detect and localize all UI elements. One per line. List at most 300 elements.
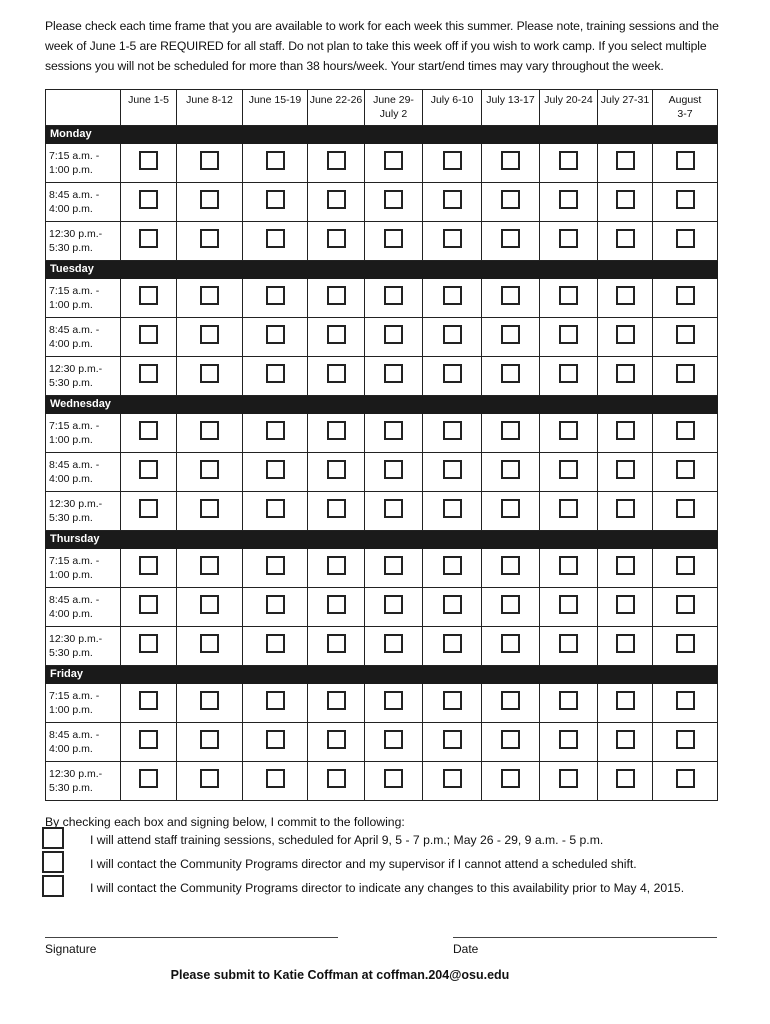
table-row xyxy=(46,414,718,453)
availability-checkbox-thursday-slot3-week5[interactable] xyxy=(384,634,403,653)
availability-checkbox-wednesday-slot2-week10[interactable] xyxy=(676,460,695,479)
availability-cell xyxy=(653,627,718,666)
availability-checkbox-monday-slot3-week6[interactable] xyxy=(443,229,462,248)
availability-checkbox-thursday-slot2-week2[interactable] xyxy=(200,595,219,614)
commitment-checkbox-2[interactable] xyxy=(42,851,64,873)
availability-checkbox-friday-slot3-week5[interactable] xyxy=(384,769,403,788)
availability-checkbox-friday-slot1-week6[interactable] xyxy=(443,691,462,710)
availability-cell xyxy=(121,453,177,492)
availability-cell xyxy=(365,453,423,492)
availability-cell xyxy=(423,144,482,183)
availability-cell xyxy=(598,144,653,183)
time-slot-label: 12:30 p.m.- 5:30 p.m. xyxy=(46,222,121,261)
availability-checkbox-tuesday-slot2-week2[interactable] xyxy=(200,325,219,344)
availability-checkbox-tuesday-slot1-week2[interactable] xyxy=(200,286,219,305)
availability-checkbox-monday-slot1-week4[interactable] xyxy=(327,151,346,170)
table-row xyxy=(46,279,718,318)
availability-checkbox-monday-slot1-week8[interactable] xyxy=(559,151,578,170)
table-row xyxy=(46,357,718,396)
availability-checkbox-thursday-slot2-week7[interactable] xyxy=(501,595,520,614)
availability-checkbox-friday-slot3-week10[interactable] xyxy=(676,769,695,788)
availability-checkbox-friday-slot1-week5[interactable] xyxy=(384,691,403,710)
date-line[interactable] xyxy=(453,937,717,938)
availability-cell xyxy=(653,183,718,222)
availability-cell xyxy=(308,627,365,666)
availability-cell xyxy=(598,279,653,318)
availability-checkbox-friday-slot2-week10[interactable] xyxy=(676,730,695,749)
table-row xyxy=(46,588,718,627)
availability-cell xyxy=(177,357,243,396)
availability-cell xyxy=(177,588,243,627)
availability-checkbox-wednesday-slot3-week3[interactable] xyxy=(266,499,285,518)
availability-checkbox-wednesday-slot1-week5[interactable] xyxy=(384,421,403,440)
availability-checkbox-wednesday-slot2-week6[interactable] xyxy=(443,460,462,479)
availability-cell xyxy=(365,357,423,396)
availability-cell xyxy=(308,762,365,801)
availability-cell xyxy=(540,549,598,588)
availability-checkbox-monday-slot2-week7[interactable] xyxy=(501,190,520,209)
availability-cell xyxy=(177,492,243,531)
availability-checkbox-monday-slot3-week7[interactable] xyxy=(501,229,520,248)
availability-checkbox-friday-slot1-week7[interactable] xyxy=(501,691,520,710)
availability-cell xyxy=(423,414,482,453)
availability-cell xyxy=(598,762,653,801)
availability-cell xyxy=(540,144,598,183)
table-row xyxy=(46,222,718,261)
availability-cell xyxy=(365,492,423,531)
availability-checkbox-friday-slot3-week2[interactable] xyxy=(200,769,219,788)
availability-cell xyxy=(308,549,365,588)
availability-cell xyxy=(243,549,308,588)
availability-cell xyxy=(243,723,308,762)
availability-checkbox-friday-slot1-week4[interactable] xyxy=(327,691,346,710)
availability-cell xyxy=(423,627,482,666)
availability-checkbox-thursday-slot3-week2[interactable] xyxy=(200,634,219,653)
availability-checkbox-thursday-slot1-week8[interactable] xyxy=(559,556,578,575)
table-row xyxy=(46,549,718,588)
availability-checkbox-tuesday-slot2-week3[interactable] xyxy=(266,325,285,344)
availability-cell xyxy=(121,549,177,588)
availability-cell xyxy=(243,183,308,222)
availability-checkbox-friday-slot3-week4[interactable] xyxy=(327,769,346,788)
availability-cell xyxy=(482,414,540,453)
availability-cell xyxy=(243,357,308,396)
availability-checkbox-monday-slot2-week9[interactable] xyxy=(616,190,635,209)
availability-checkbox-tuesday-slot2-week4[interactable] xyxy=(327,325,346,344)
availability-checkbox-tuesday-slot1-week9[interactable] xyxy=(616,286,635,305)
time-slot-label: 7:15 a.m. - 1:00 p.m. xyxy=(46,144,121,183)
availability-checkbox-wednesday-slot3-week9[interactable] xyxy=(616,499,635,518)
availability-cell xyxy=(177,144,243,183)
availability-checkbox-thursday-slot3-week9[interactable] xyxy=(616,634,635,653)
availability-checkbox-monday-slot1-week7[interactable] xyxy=(501,151,520,170)
availability-checkbox-tuesday-slot3-week4[interactable] xyxy=(327,364,346,383)
availability-checkbox-thursday-slot1-week7[interactable] xyxy=(501,556,520,575)
availability-checkbox-wednesday-slot2-week4[interactable] xyxy=(327,460,346,479)
availability-checkbox-tuesday-slot1-week1[interactable] xyxy=(139,286,158,305)
availability-checkbox-tuesday-slot1-week3[interactable] xyxy=(266,286,285,305)
availability-checkbox-monday-slot2-week2[interactable] xyxy=(200,190,219,209)
time-slot-label: 7:15 a.m. - 1:00 p.m. xyxy=(46,684,121,723)
availability-checkbox-thursday-slot1-week9[interactable] xyxy=(616,556,635,575)
availability-cell xyxy=(598,318,653,357)
availability-checkbox-friday-slot1-week8[interactable] xyxy=(559,691,578,710)
availability-cell xyxy=(308,492,365,531)
availability-cell xyxy=(482,549,540,588)
availability-cell xyxy=(423,684,482,723)
availability-checkbox-monday-slot3-week4[interactable] xyxy=(327,229,346,248)
availability-cell xyxy=(243,414,308,453)
day-label-monday: Monday xyxy=(46,126,718,144)
availability-cell xyxy=(121,357,177,396)
availability-checkbox-friday-slot3-week7[interactable] xyxy=(501,769,520,788)
availability-cell xyxy=(365,762,423,801)
availability-checkbox-friday-slot2-week5[interactable] xyxy=(384,730,403,749)
availability-checkbox-monday-slot1-week9[interactable] xyxy=(616,151,635,170)
availability-checkbox-tuesday-slot2-week5[interactable] xyxy=(384,325,403,344)
week-header-6: July 6-10 xyxy=(423,90,482,126)
availability-checkbox-friday-slot3-week3[interactable] xyxy=(266,769,285,788)
availability-checkbox-monday-slot3-week3[interactable] xyxy=(266,229,285,248)
availability-cell xyxy=(365,222,423,261)
availability-cell xyxy=(121,684,177,723)
day-header-row xyxy=(46,126,718,144)
availability-cell xyxy=(540,723,598,762)
availability-cell xyxy=(482,762,540,801)
availability-checkbox-monday-slot3-week10[interactable] xyxy=(676,229,695,248)
availability-cell xyxy=(540,318,598,357)
availability-cell xyxy=(121,279,177,318)
availability-checkbox-friday-slot1-week1[interactable] xyxy=(139,691,158,710)
availability-cell xyxy=(308,357,365,396)
availability-cell xyxy=(308,414,365,453)
availability-checkbox-thursday-slot1-week3[interactable] xyxy=(266,556,285,575)
availability-checkbox-tuesday-slot3-week8[interactable] xyxy=(559,364,578,383)
availability-checkbox-tuesday-slot1-week6[interactable] xyxy=(443,286,462,305)
commitment-title: By checking each box and signing below, I commit to the following: xyxy=(45,815,405,829)
time-slot-label: 7:15 a.m. - 1:00 p.m. xyxy=(46,549,121,588)
availability-cell xyxy=(540,222,598,261)
availability-checkbox-wednesday-slot1-week2[interactable] xyxy=(200,421,219,440)
table-row xyxy=(46,318,718,357)
availability-cell xyxy=(423,762,482,801)
availability-checkbox-tuesday-slot1-week10[interactable] xyxy=(676,286,695,305)
availability-checkbox-tuesday-slot1-week5[interactable] xyxy=(384,286,403,305)
availability-checkbox-wednesday-slot2-week5[interactable] xyxy=(384,460,403,479)
week-header-8: July 20-24 xyxy=(540,90,598,126)
availability-cell xyxy=(423,723,482,762)
availability-checkbox-wednesday-slot2-week3[interactable] xyxy=(266,460,285,479)
availability-checkbox-wednesday-slot3-week8[interactable] xyxy=(559,499,578,518)
availability-cell xyxy=(177,684,243,723)
availability-checkbox-wednesday-slot3-week6[interactable] xyxy=(443,499,462,518)
availability-checkbox-monday-slot1-week3[interactable] xyxy=(266,151,285,170)
availability-checkbox-friday-slot3-week9[interactable] xyxy=(616,769,635,788)
availability-checkbox-monday-slot3-week8[interactable] xyxy=(559,229,578,248)
availability-cell xyxy=(365,684,423,723)
availability-checkbox-thursday-slot2-week5[interactable] xyxy=(384,595,403,614)
availability-cell xyxy=(482,183,540,222)
availability-cell xyxy=(482,588,540,627)
availability-checkbox-wednesday-slot3-week1[interactable] xyxy=(139,499,158,518)
availability-checkbox-monday-slot2-week8[interactable] xyxy=(559,190,578,209)
availability-checkbox-wednesday-slot1-week6[interactable] xyxy=(443,421,462,440)
availability-checkbox-tuesday-slot3-week10[interactable] xyxy=(676,364,695,383)
week-header-10: August 3-7 xyxy=(653,90,718,126)
availability-checkbox-wednesday-slot1-week10[interactable] xyxy=(676,421,695,440)
availability-checkbox-tuesday-slot3-week2[interactable] xyxy=(200,364,219,383)
time-slot-label: 12:30 p.m.- 5:30 p.m. xyxy=(46,492,121,531)
availability-checkbox-wednesday-slot2-week7[interactable] xyxy=(501,460,520,479)
availability-checkbox-thursday-slot2-week8[interactable] xyxy=(559,595,578,614)
day-label-wednesday: Wednesday xyxy=(46,396,718,414)
week-header-4: June 22-26 xyxy=(308,90,365,126)
availability-cell xyxy=(308,588,365,627)
availability-checkbox-tuesday-slot3-week1[interactable] xyxy=(139,364,158,383)
availability-checkbox-thursday-slot3-week10[interactable] xyxy=(676,634,695,653)
availability-checkbox-friday-slot3-week6[interactable] xyxy=(443,769,462,788)
availability-checkbox-thursday-slot3-week1[interactable] xyxy=(139,634,158,653)
availability-cell xyxy=(653,222,718,261)
availability-cell xyxy=(598,627,653,666)
day-label-tuesday: Tuesday xyxy=(46,261,718,279)
table-row xyxy=(46,723,718,762)
instructions-text: Please check each time frame that you are available to work for each week this summer. Please note, training sessions and the week of June 1-5 are REQUIRED for all staff. Do not plan to take this week off if you wish to work camp. If you select multiple sessions you will not be scheduled for more than 38 hours/week. Your start/end times may vary throughout the week. xyxy=(45,19,719,73)
availability-cell xyxy=(598,588,653,627)
availability-checkbox-friday-slot3-week8[interactable] xyxy=(559,769,578,788)
day-header-row xyxy=(46,666,718,684)
availability-cell xyxy=(121,492,177,531)
availability-cell xyxy=(365,723,423,762)
availability-cell xyxy=(540,357,598,396)
table-row xyxy=(46,627,718,666)
availability-checkbox-tuesday-slot2-week8[interactable] xyxy=(559,325,578,344)
week-header-1: June 1-5 xyxy=(121,90,177,126)
availability-checkbox-thursday-slot2-week9[interactable] xyxy=(616,595,635,614)
availability-checkbox-monday-slot1-week5[interactable] xyxy=(384,151,403,170)
availability-checkbox-wednesday-slot3-week4[interactable] xyxy=(327,499,346,518)
availability-cell xyxy=(653,453,718,492)
availability-checkbox-wednesday-slot2-week8[interactable] xyxy=(559,460,578,479)
availability-cell xyxy=(540,627,598,666)
availability-cell xyxy=(653,762,718,801)
availability-checkbox-friday-slot2-week8[interactable] xyxy=(559,730,578,749)
availability-checkbox-monday-slot1-week1[interactable] xyxy=(139,151,158,170)
availability-checkbox-friday-slot2-week9[interactable] xyxy=(616,730,635,749)
availability-checkbox-tuesday-slot2-week1[interactable] xyxy=(139,325,158,344)
availability-cell xyxy=(423,588,482,627)
availability-checkbox-thursday-slot1-week4[interactable] xyxy=(327,556,346,575)
availability-cell xyxy=(243,492,308,531)
availability-cell xyxy=(540,762,598,801)
availability-cell xyxy=(653,492,718,531)
availability-cell xyxy=(365,144,423,183)
availability-cell xyxy=(540,492,598,531)
submit-instructions: Please submit to Katie Coffman at coffman.204@osu.edu xyxy=(170,968,510,982)
availability-cell xyxy=(177,549,243,588)
availability-checkbox-wednesday-slot1-week3[interactable] xyxy=(266,421,285,440)
availability-cell xyxy=(423,453,482,492)
availability-checkbox-thursday-slot1-week2[interactable] xyxy=(200,556,219,575)
availability-cell xyxy=(482,357,540,396)
table-row xyxy=(46,183,718,222)
availability-checkbox-friday-slot2-week1[interactable] xyxy=(139,730,158,749)
availability-cell xyxy=(177,453,243,492)
availability-cell xyxy=(653,144,718,183)
availability-cell xyxy=(121,318,177,357)
availability-checkbox-friday-slot1-week9[interactable] xyxy=(616,691,635,710)
availability-checkbox-friday-slot2-week7[interactable] xyxy=(501,730,520,749)
availability-cell xyxy=(365,627,423,666)
availability-checkbox-thursday-slot3-week4[interactable] xyxy=(327,634,346,653)
availability-checkbox-thursday-slot1-week10[interactable] xyxy=(676,556,695,575)
availability-checkbox-monday-slot3-week2[interactable] xyxy=(200,229,219,248)
availability-cell xyxy=(423,222,482,261)
availability-cell xyxy=(540,588,598,627)
availability-checkbox-wednesday-slot3-week2[interactable] xyxy=(200,499,219,518)
availability-checkbox-monday-slot1-week2[interactable] xyxy=(200,151,219,170)
availability-table xyxy=(45,89,718,801)
availability-checkbox-thursday-slot1-week1[interactable] xyxy=(139,556,158,575)
table-row xyxy=(46,762,718,801)
availability-checkbox-monday-slot1-week6[interactable] xyxy=(443,151,462,170)
time-slot-label: 8:45 a.m. - 4:00 p.m. xyxy=(46,453,121,492)
availability-checkbox-wednesday-slot3-week5[interactable] xyxy=(384,499,403,518)
availability-checkbox-wednesday-slot1-week7[interactable] xyxy=(501,421,520,440)
commitment-checkbox-1[interactable] xyxy=(42,827,64,849)
day-header-row xyxy=(46,396,718,414)
availability-checkbox-tuesday-slot2-week7[interactable] xyxy=(501,325,520,344)
availability-checkbox-friday-slot2-week6[interactable] xyxy=(443,730,462,749)
availability-cell xyxy=(177,279,243,318)
availability-checkbox-wednesday-slot1-week9[interactable] xyxy=(616,421,635,440)
time-slot-label: 7:15 a.m. - 1:00 p.m. xyxy=(46,279,121,318)
availability-checkbox-monday-slot2-week4[interactable] xyxy=(327,190,346,209)
commitment-checkbox-3[interactable] xyxy=(42,875,64,897)
availability-cell xyxy=(243,144,308,183)
availability-cell xyxy=(423,279,482,318)
availability-cell xyxy=(121,627,177,666)
availability-cell xyxy=(308,318,365,357)
availability-checkbox-wednesday-slot2-week2[interactable] xyxy=(200,460,219,479)
availability-checkbox-wednesday-slot1-week8[interactable] xyxy=(559,421,578,440)
availability-checkbox-tuesday-slot1-week8[interactable] xyxy=(559,286,578,305)
availability-checkbox-thursday-slot3-week7[interactable] xyxy=(501,634,520,653)
availability-cell xyxy=(365,279,423,318)
availability-checkbox-thursday-slot2-week3[interactable] xyxy=(266,595,285,614)
availability-checkbox-friday-slot1-week10[interactable] xyxy=(676,691,695,710)
availability-checkbox-tuesday-slot1-week7[interactable] xyxy=(501,286,520,305)
time-slot-label: 8:45 a.m. - 4:00 p.m. xyxy=(46,723,121,762)
availability-checkbox-friday-slot2-week3[interactable] xyxy=(266,730,285,749)
availability-checkbox-tuesday-slot3-week6[interactable] xyxy=(443,364,462,383)
availability-cell xyxy=(365,183,423,222)
availability-cell xyxy=(598,183,653,222)
availability-cell xyxy=(308,222,365,261)
availability-cell xyxy=(121,183,177,222)
availability-checkbox-friday-slot2-week4[interactable] xyxy=(327,730,346,749)
availability-checkbox-monday-slot2-week3[interactable] xyxy=(266,190,285,209)
availability-cell xyxy=(540,414,598,453)
availability-cell xyxy=(177,222,243,261)
availability-checkbox-monday-slot3-week9[interactable] xyxy=(616,229,635,248)
availability-checkbox-thursday-slot3-week6[interactable] xyxy=(443,634,462,653)
availability-cell xyxy=(308,144,365,183)
availability-checkbox-wednesday-slot3-week7[interactable] xyxy=(501,499,520,518)
availability-checkbox-thursday-slot2-week4[interactable] xyxy=(327,595,346,614)
availability-checkbox-wednesday-slot2-week9[interactable] xyxy=(616,460,635,479)
availability-cell xyxy=(121,588,177,627)
availability-cell xyxy=(423,318,482,357)
availability-checkbox-monday-slot2-week5[interactable] xyxy=(384,190,403,209)
availability-cell xyxy=(177,183,243,222)
availability-checkbox-monday-slot3-week1[interactable] xyxy=(139,229,158,248)
availability-cell xyxy=(653,588,718,627)
availability-checkbox-tuesday-slot3-week5[interactable] xyxy=(384,364,403,383)
commitment-text-2: I will contact the Community Programs director and my supervisor if I cannot attend a scheduled shift. xyxy=(90,857,637,871)
availability-checkbox-tuesday-slot3-week9[interactable] xyxy=(616,364,635,383)
availability-cell xyxy=(177,723,243,762)
availability-checkbox-tuesday-slot3-week3[interactable] xyxy=(266,364,285,383)
availability-checkbox-tuesday-slot2-week6[interactable] xyxy=(443,325,462,344)
time-slot-label: 12:30 p.m.- 5:30 p.m. xyxy=(46,357,121,396)
availability-checkbox-monday-slot2-week10[interactable] xyxy=(676,190,695,209)
availability-checkbox-wednesday-slot3-week10[interactable] xyxy=(676,499,695,518)
availability-checkbox-thursday-slot1-week5[interactable] xyxy=(384,556,403,575)
availability-checkbox-friday-slot2-week2[interactable] xyxy=(200,730,219,749)
availability-cell xyxy=(121,144,177,183)
availability-checkbox-wednesday-slot1-week4[interactable] xyxy=(327,421,346,440)
availability-cell xyxy=(243,588,308,627)
availability-cell xyxy=(653,684,718,723)
availability-checkbox-monday-slot1-week10[interactable] xyxy=(676,151,695,170)
availability-cell xyxy=(423,183,482,222)
commitment-section xyxy=(45,814,405,830)
availability-checkbox-monday-slot2-week6[interactable] xyxy=(443,190,462,209)
availability-checkbox-thursday-slot1-week6[interactable] xyxy=(443,556,462,575)
availability-checkbox-tuesday-slot1-week4[interactable] xyxy=(327,286,346,305)
availability-cell xyxy=(177,762,243,801)
time-slot-label: 12:30 p.m.- 5:30 p.m. xyxy=(46,627,121,666)
availability-cell xyxy=(243,627,308,666)
availability-checkbox-friday-slot1-week3[interactable] xyxy=(266,691,285,710)
availability-cell xyxy=(243,453,308,492)
availability-checkbox-tuesday-slot2-week10[interactable] xyxy=(676,325,695,344)
availability-checkbox-friday-slot3-week1[interactable] xyxy=(139,769,158,788)
availability-cell xyxy=(243,279,308,318)
availability-checkbox-wednesday-slot2-week1[interactable] xyxy=(139,460,158,479)
availability-checkbox-thursday-slot3-week8[interactable] xyxy=(559,634,578,653)
availability-checkbox-thursday-slot3-week3[interactable] xyxy=(266,634,285,653)
availability-cell xyxy=(243,318,308,357)
availability-checkbox-tuesday-slot3-week7[interactable] xyxy=(501,364,520,383)
availability-cell xyxy=(423,549,482,588)
availability-checkbox-monday-slot3-week5[interactable] xyxy=(384,229,403,248)
availability-cell xyxy=(540,279,598,318)
availability-cell xyxy=(482,723,540,762)
signature-line[interactable] xyxy=(45,937,338,938)
availability-checkbox-thursday-slot2-week10[interactable] xyxy=(676,595,695,614)
availability-checkbox-wednesday-slot1-week1[interactable] xyxy=(139,421,158,440)
date-label: Date xyxy=(453,942,479,956)
availability-cell xyxy=(365,549,423,588)
availability-checkbox-monday-slot2-week1[interactable] xyxy=(139,190,158,209)
availability-checkbox-friday-slot1-week2[interactable] xyxy=(200,691,219,710)
availability-checkbox-thursday-slot2-week1[interactable] xyxy=(139,595,158,614)
day-header-row xyxy=(46,531,718,549)
availability-checkbox-tuesday-slot2-week9[interactable] xyxy=(616,325,635,344)
availability-checkbox-thursday-slot2-week6[interactable] xyxy=(443,595,462,614)
